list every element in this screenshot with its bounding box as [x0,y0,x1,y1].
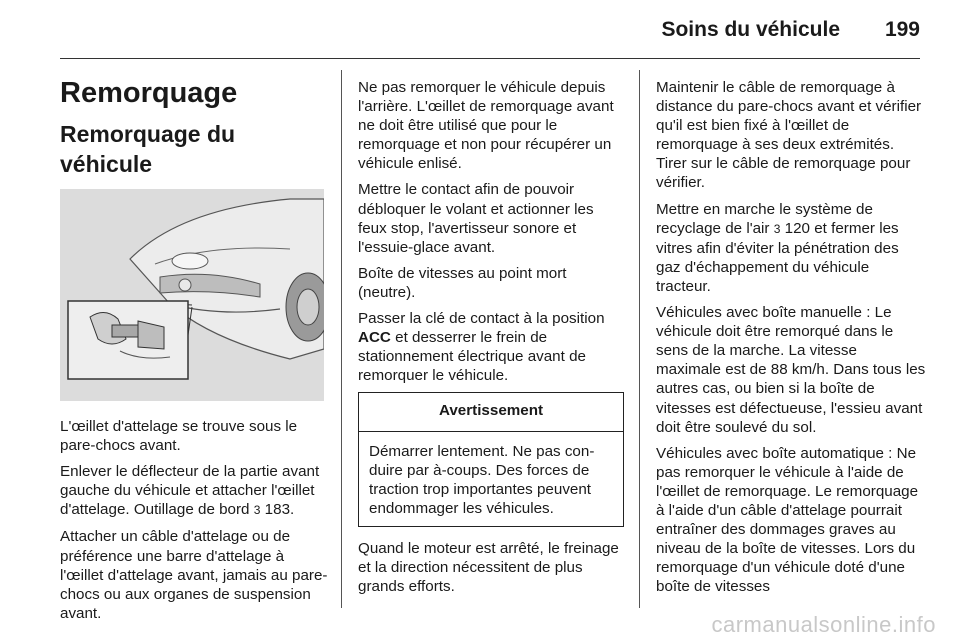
car-front-drawing [60,189,324,401]
watermark: carmanualsonline.info [711,612,936,637]
paragraph [358,309,624,385]
column-1 [60,72,328,630]
paragraph: Véhicules avec boîte automatique : Ne pas remorquer le véhicule à l'aide de l'œillet de remorquage. Le remorquage à l'aide d'un câble d'attelage pourrait entraîner des dommages graves au niveau de la boîte de vitesses. Lors du remorquage d'un véhicule doté d'une boîte de vitesses [656,444,919,596]
paragraph: L'œillet d'attelage se trouve sous le pare-chocs avant. [60,418,298,455]
paragraph-text: et desserrer le frein de stationnement électrique avant de remorquer le véhicule. [358,329,586,385]
key-position-label: ACC [358,329,391,347]
section-title: Soins du véhicule [661,18,840,41]
paragraph-text: Enlever le déflecteur de la partie avant gauche du véhicule et attacher l'œillet d'attelage. Outillage de bord [60,463,320,519]
column-divider [639,70,640,608]
column-2 [358,78,624,603]
paragraph: Quand le moteur est arrêté, le freinage et la direction nécessitent de plus grands efforts. [358,539,619,596]
reference-arrow-icon: 3 [773,221,781,236]
section-heading: Remorquage [60,77,238,109]
reference-arrow-icon: 3 [253,503,261,518]
paragraph: Ne pas remorquer le véhicule depuis l'arrière. L'œillet de remorquage avant ne doit être utilisé que pour le remorquage et non pour récupérer un véhicule enlisé. [358,79,614,173]
page-header [60,0,920,60]
paragraph-text: Mettre en marche le système de recyclage de l'air [656,200,873,237]
paragraph: Véhicules avec boîte manuelle : Le véhicule doit être remorqué dans le sens de la marche. La vitesse maximale est de 88 km/h. Dans tous les autres cas, ou bien si la boîte de vitesses est défectueuse, l'essieu avant doit être soulevé du sol. [656,304,926,436]
subsection-heading: Remorquage du véhicule [60,121,236,177]
paragraph-text: et fermer les vitres afin d'éviter la pénétration des gaz d'échappement du véhicule tracteur. [656,219,899,295]
page-reference: 120 [784,219,810,237]
warning-title: Avertissement [359,393,623,431]
column-3 [656,78,926,603]
paragraph: Attacher un câble d'attelage ou de préférence une barre d'attelage à l'œillet d'attelage avant, jamais au pare-chocs ou aux organes de suspension avant. [60,528,328,622]
warning-box [358,392,624,526]
column-divider [341,70,342,608]
page-number: 199 [884,18,920,41]
warning-text: Démarrer lentement. Ne pas conduire par à-coups. Des forces de traction trop importantes peuvent endommager les véhicules. [369,442,595,517]
paragraph-text: Passer la clé de contact à la position [358,310,605,328]
header-rule [60,58,920,59]
paragraph: Mettre le contact afin de pouvoir débloquer le volant et actionner les feux stop, l'avertisseur sonore et l'essuie-glace avant. [358,181,594,256]
towing-eye-illustration [60,189,324,401]
paragraph: Maintenir le câble de remorquage à distance du pare-chocs avant et vérifier qu'il est bien fixé à l'œillet de remorquage à ses deux extrémités. Tirer sur le câble de remorquage pour vérifier. [656,79,922,192]
paragraph [656,200,926,296]
paragraph: Boîte de vitesses au point mort (neutre). [358,264,567,301]
paragraph [60,462,328,520]
page-reference: 183. [264,501,295,519]
